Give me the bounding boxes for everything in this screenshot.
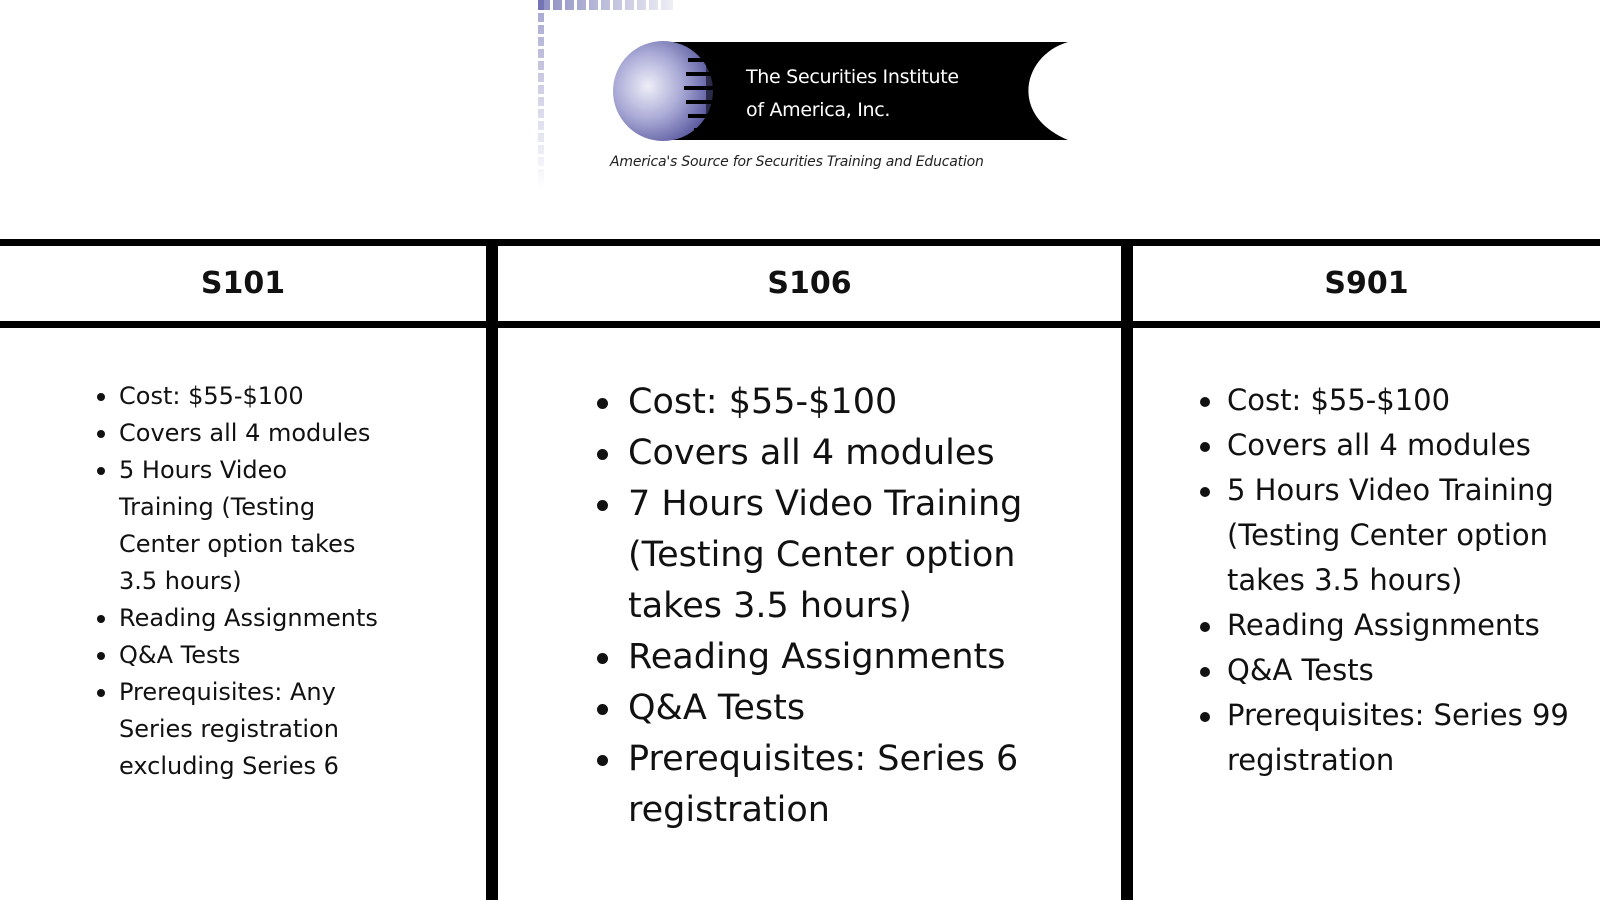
list-item: Prerequisites: Series 99 registration bbox=[1227, 693, 1597, 783]
list-item: Cost: $55-$100 bbox=[628, 377, 1098, 428]
column-divider bbox=[1121, 239, 1133, 900]
column-heading-s106: S106 bbox=[767, 266, 852, 301]
logo-text-line2: of America, Inc. bbox=[746, 99, 891, 121]
list-item: Covers all 4 modules bbox=[1227, 423, 1597, 468]
logo-tagline: America's Source for Securities Training and Education bbox=[610, 154, 984, 170]
list-item: Reading Assignments bbox=[1227, 603, 1597, 648]
list-item: Reading Assignments bbox=[119, 600, 379, 637]
feature-list-s901 bbox=[1227, 378, 1597, 783]
list-item: Reading Assignments bbox=[628, 632, 1098, 683]
list-item: Q&A Tests bbox=[628, 683, 1098, 734]
company-logo bbox=[538, 0, 1068, 200]
list-item: 5 Hours Video Training (Testing Center option takes 3.5 hours) bbox=[1227, 468, 1597, 603]
list-item: 5 Hours Video Training (Testing Center option takes 3.5 hours) bbox=[119, 452, 379, 600]
logo-sphere bbox=[613, 41, 713, 141]
column-heading-s101: S101 bbox=[200, 266, 286, 301]
table-top-border bbox=[0, 239, 1600, 246]
list-item: Cost: $55-$100 bbox=[119, 378, 379, 415]
logo-text-line1: The Securities Institute bbox=[746, 66, 959, 88]
table-header-border bbox=[0, 321, 1600, 328]
list-item: Covers all 4 modules bbox=[628, 428, 1098, 479]
feature-list-s101 bbox=[119, 378, 379, 785]
list-item: Q&A Tests bbox=[119, 637, 379, 674]
list-item: Covers all 4 modules bbox=[119, 415, 379, 452]
feature-list-s106 bbox=[628, 377, 1098, 836]
list-item: Cost: $55-$100 bbox=[1227, 378, 1597, 423]
list-item: 7 Hours Video Training (Testing Center option takes 3.5 hours) bbox=[628, 479, 1098, 632]
column-divider bbox=[486, 239, 498, 900]
list-item: Prerequisites: Any Series registration excluding Series 6 bbox=[119, 674, 379, 785]
list-item: Prerequisites: Series 6 registration bbox=[628, 734, 1098, 836]
list-item: Q&A Tests bbox=[1227, 648, 1597, 693]
column-heading-s901: S901 bbox=[1324, 266, 1409, 301]
